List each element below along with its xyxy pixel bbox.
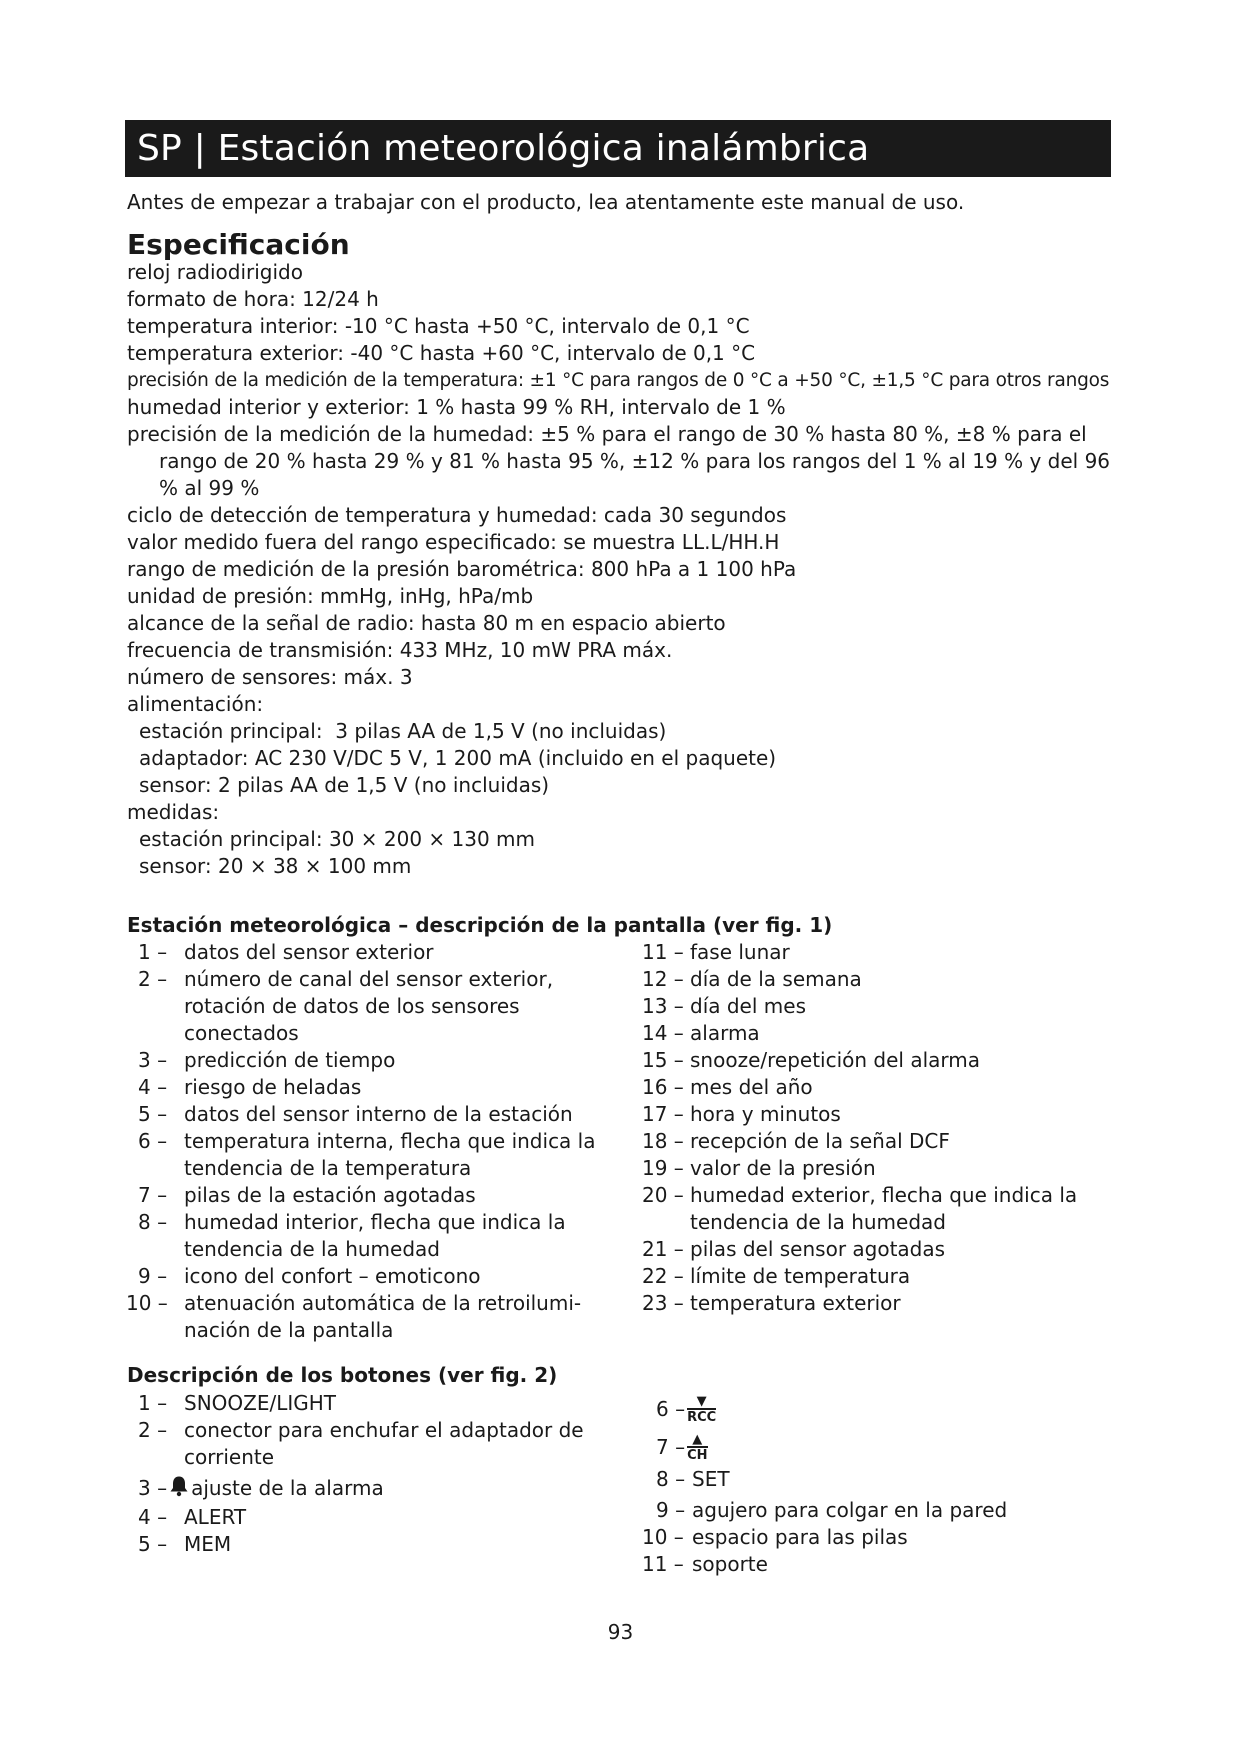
- list-item: [642, 1209, 1112, 1236]
- spec-line: adaptador: AC 230 V/DC 5 V, 1 200 mA (incluido en el paquete): [139, 746, 777, 770]
- item-text: humedad interior, flecha que indica la: [184, 1210, 566, 1234]
- list-item: [138, 1047, 618, 1074]
- item-number: 23 –: [642, 1291, 684, 1315]
- item-text: temperatura exterior: [690, 1291, 901, 1315]
- item-text: SNOOZE/LIGHT: [184, 1391, 337, 1415]
- item-text: recepción de la señal DCF: [690, 1129, 950, 1153]
- item-text: datos del sensor exterior: [184, 940, 434, 964]
- item-number: 5 –: [138, 1102, 168, 1126]
- item-text: alarma: [690, 1021, 760, 1045]
- item-text: agujero para colgar en la pared: [692, 1498, 1008, 1522]
- up-arrow-icon: ▲: [692, 1431, 703, 1447]
- list-item: [138, 1475, 618, 1504]
- list-item: [126, 1290, 618, 1317]
- list-item: [642, 1290, 1112, 1317]
- item-text: valor de la presión: [690, 1156, 876, 1180]
- item-number: 18 –: [642, 1129, 684, 1153]
- list-item: [138, 1444, 618, 1471]
- item-text: humedad exterior, flecha que indica la: [690, 1183, 1078, 1207]
- ch-up-icon: [687, 1433, 707, 1462]
- list-item: [642, 1128, 1112, 1155]
- item-number: 19 –: [642, 1156, 684, 1180]
- item-text: conectados: [184, 1021, 299, 1045]
- spec-line: estación principal: 30 × 200 × 130 mm: [139, 827, 536, 851]
- list-item: [138, 1020, 618, 1047]
- item-text: ALERT: [184, 1505, 247, 1529]
- list-item: [138, 1155, 618, 1182]
- item-text: soporte: [692, 1552, 768, 1576]
- ch-label: CH: [687, 1447, 708, 1463]
- item-text: mes del año: [690, 1075, 813, 1099]
- display-list-right: [642, 939, 1112, 1317]
- item-number: 15 –: [642, 1048, 684, 1072]
- spec-line: temperatura interior: -10 °C hasta +50 °C, intervalo de 0,1 °C: [127, 314, 750, 338]
- list-item: [138, 1531, 618, 1558]
- page-number: 93: [607, 1620, 634, 1644]
- list-item: [642, 1524, 1116, 1551]
- list-item: [138, 939, 618, 966]
- buttons-heading: Descripción de los botones (ver fig. 2): [127, 1363, 558, 1387]
- item-text: ajuste de la alarma: [191, 1476, 384, 1500]
- item-text: tendencia de la humedad: [184, 1237, 440, 1261]
- item-number: 7 –: [656, 1434, 686, 1459]
- item-number: 20 –: [642, 1183, 684, 1207]
- item-number: 2 –: [138, 967, 168, 991]
- item-number: 7 –: [138, 1183, 168, 1207]
- item-text: espacio para las pilas: [692, 1525, 908, 1549]
- list-item: [642, 966, 1112, 993]
- item-number: 10 –: [642, 1525, 684, 1549]
- item-number: 4 –: [138, 1505, 168, 1529]
- item-number: 9 –: [656, 1498, 686, 1522]
- spec-line: estación principal: 3 pilas AA de 1,5 V (no incluidas): [139, 719, 667, 743]
- spec-line: medidas:: [127, 800, 220, 824]
- item-number: 11 –: [642, 1552, 684, 1576]
- item-number: 6 –: [656, 1396, 686, 1421]
- list-item: [138, 1128, 618, 1155]
- item-number: 1 –: [138, 1391, 168, 1415]
- list-item: [656, 1497, 1116, 1524]
- spec-line: rango de medición de la presión barométrica: 800 hPa a 1 100 hPa: [127, 557, 797, 581]
- list-item: [138, 966, 618, 993]
- item-text: fase lunar: [690, 940, 790, 964]
- list-item: [138, 1263, 618, 1290]
- item-number: 2 –: [138, 1418, 168, 1442]
- list-item: [138, 1101, 618, 1128]
- list-item: [642, 939, 1112, 966]
- spec-line: temperatura exterior: -40 °C hasta +60 °C, intervalo de 0,1 °C: [127, 341, 756, 365]
- buttons-list-right: [642, 1390, 1116, 1578]
- list-item: [656, 1466, 1116, 1493]
- spec-line: humedad interior y exterior: 1 % hasta 99 % RH, intervalo de 1 %: [127, 395, 786, 419]
- item-number: 8 –: [138, 1210, 168, 1234]
- item-text: MEM: [184, 1532, 232, 1556]
- spec-line: precisión de la medición de la temperatura: ±1 °C para rangos de 0 °C a +50 °C, ±1,5 °C para otros rangos: [127, 370, 1110, 391]
- list-item: [138, 1390, 618, 1417]
- item-text: pilas de la estación agotadas: [184, 1183, 476, 1207]
- item-text: temperatura interna, flecha que indica la: [184, 1129, 596, 1153]
- item-text: SET: [692, 1467, 730, 1491]
- list-item: [642, 1020, 1112, 1047]
- spec-line: precisión de la medición de la humedad: ±5 % para el rango de 30 % hasta 80 %, ±8 % para el rango de 20 % hasta 29 % y 81 % hasta 95 %, ±12 % para los rangos del 1 % al 19 % y del 96 % al 99 %: [127, 422, 1111, 500]
- list-item: [138, 993, 618, 1020]
- item-number: 12 –: [642, 967, 684, 991]
- display-list-left: [126, 939, 618, 1344]
- item-number: 21 –: [642, 1237, 684, 1261]
- list-item: [138, 1504, 618, 1531]
- list-item: [642, 993, 1112, 1020]
- spec-line: alcance de la señal de radio: hasta 80 m en espacio abierto: [127, 611, 726, 635]
- item-text: límite de temperatura: [690, 1264, 911, 1288]
- item-number: 10 –: [126, 1291, 168, 1315]
- list-item: [642, 1047, 1112, 1074]
- list-item: [642, 1551, 1116, 1578]
- spec-line: número de sensores: máx. 3: [127, 665, 413, 689]
- item-text: nación de la pantalla: [184, 1318, 394, 1342]
- list-item: [656, 1390, 1116, 1428]
- item-number: 8 –: [656, 1467, 686, 1491]
- item-number: 4 –: [138, 1075, 168, 1099]
- spec-list: [127, 259, 1117, 880]
- item-number: 22 –: [642, 1264, 684, 1288]
- item-text: datos del sensor interno de la estación: [184, 1102, 573, 1126]
- list-item: [138, 1317, 618, 1344]
- spec-line: sensor: 20 × 38 × 100 mm: [139, 854, 412, 878]
- item-text: pilas del sensor agotadas: [690, 1237, 946, 1261]
- spec-line: frecuencia de transmisión: 433 MHz, 10 mW PRA máx.: [127, 638, 673, 662]
- spec-line: ciclo de detección de temperatura y humedad: cada 30 segundos: [127, 503, 787, 527]
- item-text: número de canal del sensor exterior,: [184, 967, 554, 991]
- item-number: 3 –: [138, 1048, 168, 1072]
- item-text: rotación de datos de los sensores: [184, 994, 520, 1018]
- item-text: tendencia de la temperatura: [184, 1156, 472, 1180]
- list-item: [138, 1182, 618, 1209]
- item-number: 16 –: [642, 1075, 684, 1099]
- list-item: [642, 1155, 1112, 1182]
- item-text: predicción de tiempo: [184, 1048, 396, 1072]
- item-text: hora y minutos: [690, 1102, 841, 1126]
- item-number: 13 –: [642, 994, 684, 1018]
- item-number: 6 –: [138, 1129, 168, 1153]
- item-text: corriente: [184, 1445, 275, 1469]
- list-item: [656, 1428, 1116, 1466]
- item-text: conector para enchufar el adaptador de: [184, 1418, 584, 1442]
- intro-text: Antes de empezar a trabajar con el producto, lea atentamente este manual de uso.: [127, 190, 965, 214]
- rcc-down-icon: [687, 1395, 716, 1424]
- list-item: [642, 1074, 1112, 1101]
- list-item: [138, 1236, 618, 1263]
- buttons-list-left: [138, 1390, 618, 1558]
- list-item: [642, 1263, 1112, 1290]
- spec-line: valor medido fuera del rango especificado: se muestra LL.L/HH.H: [127, 530, 780, 554]
- item-number: 17 –: [642, 1102, 684, 1126]
- item-number: 14 –: [642, 1021, 684, 1045]
- list-item: [138, 1074, 618, 1101]
- display-heading: Estación meteorológica – descripción de la pantalla (ver fig. 1): [127, 913, 833, 937]
- list-item: [642, 1182, 1112, 1209]
- bell-icon: [169, 1475, 189, 1504]
- spec-line: formato de hora: 12/24 h: [127, 287, 379, 311]
- item-number: 11 –: [642, 940, 684, 964]
- item-number: 5 –: [138, 1532, 168, 1556]
- spec-line: sensor: 2 pilas AA de 1,5 V (no incluidas): [139, 773, 550, 797]
- down-arrow-icon: ▼: [696, 1393, 707, 1409]
- item-number: 3 –: [138, 1476, 168, 1500]
- list-item: [642, 1236, 1112, 1263]
- item-text: tendencia de la humedad: [690, 1210, 946, 1234]
- spec-line: reloj radiodirigido: [127, 260, 303, 284]
- spec-heading: Especificación: [127, 228, 350, 261]
- list-item: [642, 1101, 1112, 1128]
- item-number: 9 –: [138, 1264, 168, 1288]
- item-text: riesgo de heladas: [184, 1075, 362, 1099]
- item-text: día de la semana: [690, 967, 862, 991]
- spec-line: unidad de presión: mmHg, inHg, hPa/mb: [127, 584, 534, 608]
- item-text: icono del confort – emoticono: [184, 1264, 481, 1288]
- item-text: día del mes: [690, 994, 806, 1018]
- item-text: snooze/repetición del alarma: [690, 1048, 981, 1072]
- rcc-label: RCC: [687, 1409, 717, 1425]
- page-title: SP | Estación meteorológica inalámbrica: [125, 120, 1111, 177]
- item-text: atenuación automática de la retroilumi-: [184, 1291, 582, 1315]
- list-item: [138, 1417, 618, 1444]
- item-number: 1 –: [138, 940, 168, 964]
- list-item: [138, 1209, 618, 1236]
- spec-line: alimentación:: [127, 692, 264, 716]
